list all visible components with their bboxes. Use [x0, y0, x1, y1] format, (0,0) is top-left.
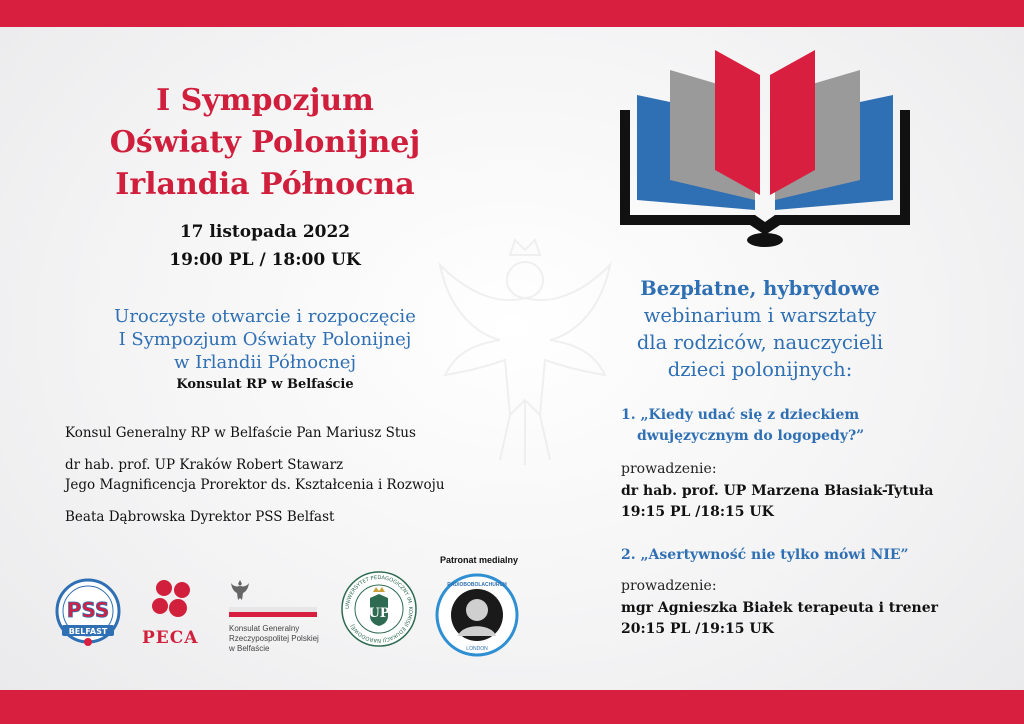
- konsulat-eagle-icon: [230, 578, 250, 602]
- title-line-2: Oświaty Polonijnej: [109, 125, 421, 160]
- flag-red-stripe: [229, 612, 317, 617]
- svg-text:UP: UP: [368, 606, 390, 621]
- opening-venue: Konsulat RP w Belfaście: [176, 377, 354, 392]
- svg-text:LONDON: LONDON: [466, 646, 488, 652]
- title-line-3: Irlandia Północna: [115, 167, 415, 202]
- svg-text:PSS: PSS: [66, 598, 110, 622]
- opening-line-1: Uroczyste otwarcie i rozpoczęcie: [114, 306, 416, 327]
- opening-line-3: w Irlandii Północnej: [173, 352, 357, 373]
- session-2-label: prowadzenie:: [621, 578, 717, 594]
- speaker-2-role: Jego Magnificencja Prorektor ds. Kształcenia i Rozwoju: [65, 477, 445, 493]
- right-heading-line-4: dzieci polonijnych:: [667, 358, 853, 381]
- speaker-1: Konsul Generalny RP w Belfaście Pan Mariusz Stus: [65, 425, 416, 441]
- session-2-time: 20:15 PL /19:15 UK: [621, 621, 774, 637]
- peca-logo-text: PECA: [142, 628, 199, 648]
- konsulat-logo-text: Konsulat Generalny Rzeczypospolitej Polskiej w Belfaście: [229, 624, 319, 653]
- session-1-host: dr hab. prof. UP Marzena Błasiak-Tytuła: [621, 483, 934, 499]
- top-red-band: [0, 0, 1024, 27]
- right-heading-line-1: Bezpłatne, hybrydowe: [640, 277, 880, 300]
- session-1-title-line-1: 1. „Kiedy udać się z dzieckiem: [621, 407, 860, 423]
- event-time: 19:00 PL / 18:00 UK: [169, 250, 361, 270]
- right-heading-line-2: webinarium i warsztaty: [643, 304, 877, 327]
- open-book-icon: [615, 50, 915, 250]
- svg-text:RADIOBOBOLACHURCH: RADIOBOBOLACHURCH: [447, 582, 507, 588]
- svg-text:BELFAST: BELFAST: [68, 627, 108, 636]
- bottom-red-band: [0, 690, 1024, 724]
- peca-flower-icon: [150, 578, 196, 622]
- session-2-host: mgr Agnieszka Białek terapeuta i trener: [621, 600, 938, 616]
- radio-bobola-logo: [432, 568, 522, 658]
- pss-belfast-logo: [52, 577, 124, 649]
- event-date: 17 listopada 2022: [179, 222, 351, 242]
- up-university-logo: [340, 570, 418, 648]
- session-1-title-line-2: dwujęzycznym do logopedy?”: [637, 428, 865, 444]
- title-line-1: I Sympozjum: [156, 83, 374, 118]
- session-1-time: 19:15 PL /18:15 UK: [621, 504, 774, 520]
- right-heading-line-3: dla rodziców, nauczycieli: [636, 331, 884, 354]
- session-2-title: 2. „Asertywność nie tylko mówi NIE”: [621, 547, 909, 563]
- opening-line-2: I Sympozjum Oświaty Polonijnej: [118, 329, 412, 350]
- svg-text:UNIWERSYTET PEDAGOGICZNY IM. K: UNIWERSYTET PEDAGOGICZNY IM. KOMISJI EDUKACJI NARODOWEJ: [344, 574, 414, 644]
- patronat-label: Patronat medialny: [439, 555, 519, 565]
- session-1-label: prowadzenie:: [621, 461, 717, 477]
- speaker-2: dr hab. prof. UP Kraków Robert Stawarz: [65, 457, 344, 473]
- speaker-3: Beata Dąbrowska Dyrektor PSS Belfast: [65, 509, 335, 525]
